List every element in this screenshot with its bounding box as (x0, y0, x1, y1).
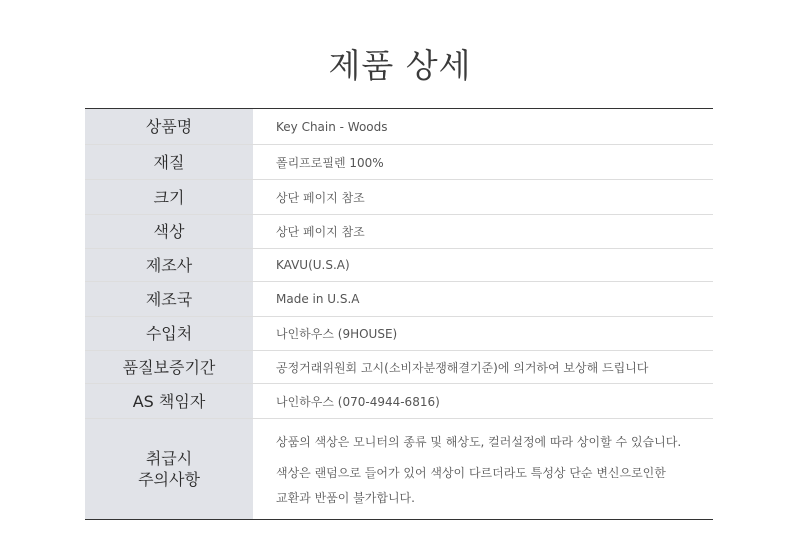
caution-text-line1: 상품의 색상은 모니터의 종류 및 해상도, 컬러설정에 따라 상이할 수 있습니다. (276, 434, 682, 449)
table-row (85, 384, 713, 419)
row-value-manufacturer: KAVU(U.S.A) (276, 258, 350, 272)
row-label-size: 크기 (85, 180, 253, 214)
row-value-warranty: 공정거래위원회 고시(소비자분쟁해결기준)에 의거하여 보상해 드립니다 (276, 360, 649, 375)
row-label-as-contact: AS 책임자 (85, 384, 253, 418)
row-value-caution (253, 419, 713, 519)
row-label-country: 제조국 (85, 282, 253, 316)
caution-text-line2: 색상은 랜덤으로 들어가 있어 색상이 다르더라도 특성상 단순 변신으로인한 (276, 465, 666, 480)
table-row (85, 419, 713, 519)
row-label-importer: 수입처 (85, 317, 253, 350)
row-value-product-name: Key Chain - Woods (276, 119, 388, 134)
table-row (85, 145, 713, 180)
caution-text-line3: 교환과 반품이 불가합니다. (276, 490, 415, 505)
table-row (85, 215, 713, 249)
row-label-color: 색상 (85, 215, 253, 248)
table-row (85, 109, 713, 145)
row-label-manufacturer: 제조사 (85, 249, 253, 281)
table-row (85, 249, 713, 282)
row-value-material: 폴리프로필렌 100% (276, 155, 384, 170)
row-value-importer: 나인하우스 (9HOUSE) (276, 327, 398, 341)
caution-label-line1: 취급시 (145, 449, 193, 468)
page-title: 제품 상세 (328, 46, 472, 85)
row-label-warranty: 품질보증기간 (85, 351, 253, 383)
table-row (85, 180, 713, 215)
table-row (85, 351, 713, 384)
row-label-product-name: 상품명 (85, 109, 253, 144)
row-value-size: 상단 페이지 참조 (276, 190, 365, 205)
row-value-as-contact: 나인하우스 (070-4944-6816) (276, 394, 440, 409)
caution-label-line2: 주의사항 (138, 470, 200, 489)
table-row (85, 282, 713, 317)
product-spec-table (85, 108, 713, 520)
row-label-material: 재질 (85, 145, 253, 179)
row-value-country: Made in U.S.A (276, 292, 360, 306)
row-label-caution (85, 419, 253, 519)
row-value-color: 상단 페이지 참조 (276, 225, 365, 239)
table-row (85, 317, 713, 351)
